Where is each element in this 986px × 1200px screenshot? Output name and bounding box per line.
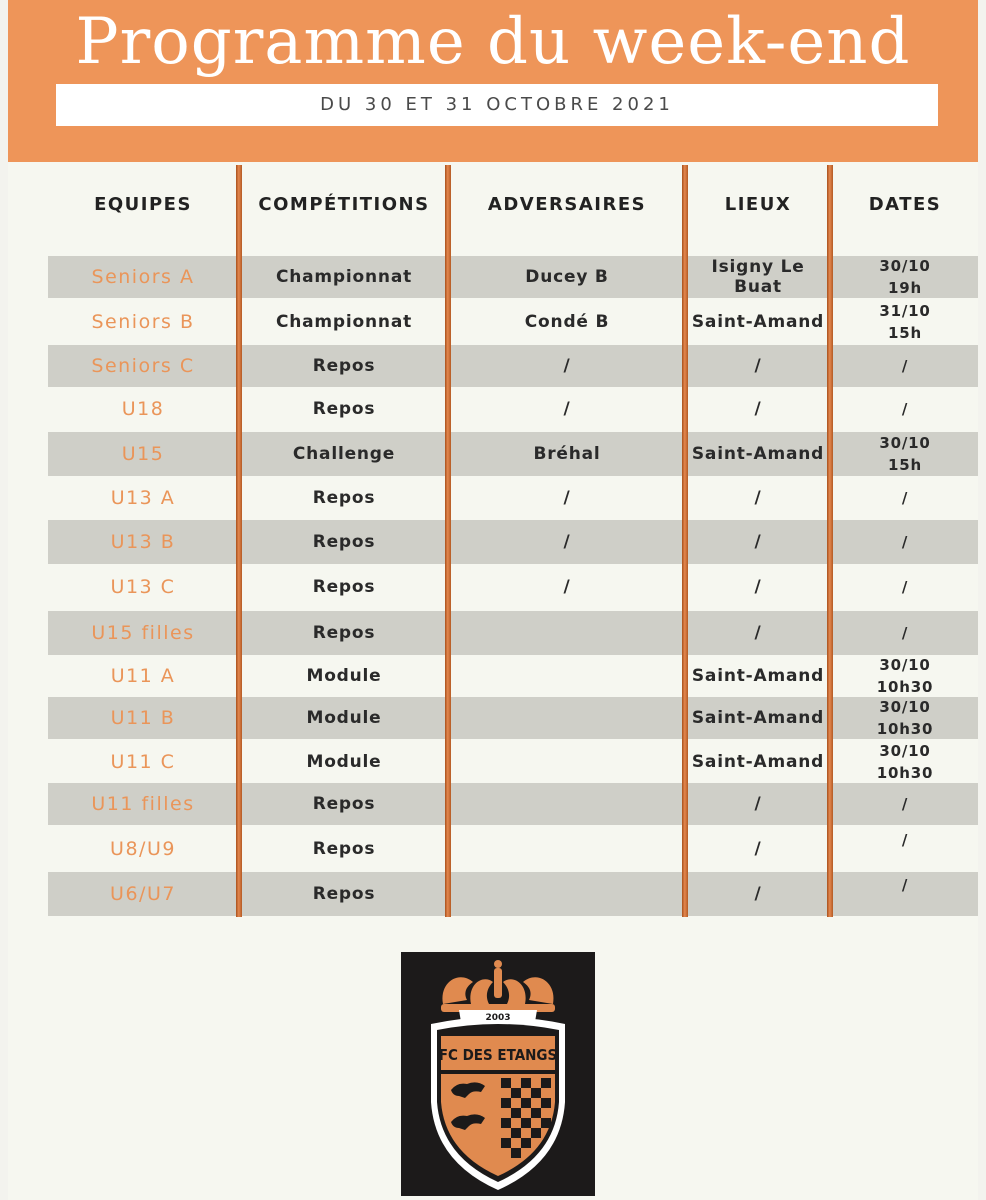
team-cell: U18	[121, 398, 165, 420]
opponent-cell	[450, 656, 684, 696]
competition-cell: Championnat	[275, 312, 413, 332]
venue-cell: /	[754, 356, 762, 376]
venue-cell: /	[754, 794, 762, 814]
table-row	[48, 388, 978, 430]
team-cell: U11 A	[110, 665, 176, 687]
team-cell: U13 B	[110, 531, 176, 553]
date-time: 10h30	[876, 678, 934, 696]
date-cell	[832, 432, 978, 476]
date-cell: /	[901, 624, 909, 642]
date-cell	[832, 300, 978, 344]
opponent-cell: /	[563, 399, 571, 419]
venue-cell: Saint-Amand	[691, 444, 825, 464]
date-cell: /	[901, 876, 909, 894]
table-row	[48, 656, 978, 696]
venue-cell: /	[754, 488, 762, 508]
column-divider	[445, 165, 451, 917]
venue-cell: Saint-Amand	[691, 752, 825, 772]
competition-cell: Module	[306, 666, 382, 686]
competition-cell: Repos	[312, 839, 376, 859]
column-divider	[827, 165, 833, 917]
column-header-adversaires: ADVERSAIRES	[487, 194, 647, 215]
date-time: 19h	[888, 279, 922, 297]
crown-icon	[441, 960, 555, 1012]
team-cell: U13 C	[110, 576, 176, 598]
page-title: Programme du week-end	[75, 5, 911, 79]
venue-cell: /	[754, 577, 762, 597]
header-banner	[8, 0, 978, 162]
opponent-cell	[450, 872, 684, 916]
date-day: 30/10	[879, 656, 931, 674]
table-row	[48, 872, 978, 916]
team-cell: U11 C	[110, 751, 176, 773]
competition-cell: Repos	[312, 884, 376, 904]
date-time: 15h	[888, 324, 922, 342]
date-cell: /	[901, 533, 909, 551]
date-cell: /	[901, 489, 909, 507]
date-day: 30/10	[879, 257, 931, 275]
venue-cell: /	[754, 532, 762, 552]
venue-cell: /	[754, 623, 762, 643]
date-cell: /	[901, 795, 909, 813]
column-header-lieux: LIEUX	[724, 194, 792, 215]
date-day: 30/10	[879, 434, 931, 452]
venue-cell: Isigny Le Buat	[711, 257, 805, 297]
opponent-cell: /	[563, 356, 571, 376]
table-row	[48, 477, 978, 519]
shield-crest-icon	[401, 952, 595, 1196]
competition-cell: Repos	[312, 356, 376, 376]
venue-cell: /	[754, 839, 762, 859]
date-cell: /	[901, 400, 909, 418]
opponent-cell: /	[563, 577, 571, 597]
venue-cell: /	[754, 399, 762, 419]
table-row	[48, 345, 978, 387]
team-cell: U11 filles	[91, 793, 195, 815]
table-row	[48, 740, 978, 784]
column-divider	[236, 165, 242, 917]
team-cell: U15 filles	[91, 622, 195, 644]
column-header-equipes: EQUIPES	[94, 194, 192, 215]
date-cell: /	[901, 357, 909, 375]
competition-cell: Championnat	[275, 267, 413, 287]
date-cell	[832, 740, 978, 784]
opponent-cell: /	[563, 532, 571, 552]
table-row	[48, 256, 978, 298]
opponent-cell	[450, 827, 684, 871]
opponent-cell: Condé B	[524, 312, 610, 332]
competition-cell: Repos	[312, 794, 376, 814]
date-day: 30/10	[879, 742, 931, 760]
table-row	[48, 565, 978, 609]
team-cell: Seniors B	[91, 311, 195, 333]
competition-cell: Challenge	[292, 444, 396, 464]
opponent-cell: /	[563, 488, 571, 508]
team-cell: U13 A	[110, 487, 176, 509]
venue-cell: Saint-Amand	[691, 708, 825, 728]
table-row	[48, 611, 978, 655]
opponent-cell	[450, 611, 684, 655]
date-cell	[832, 656, 978, 696]
competition-cell: Module	[306, 708, 382, 728]
date-cell	[832, 256, 978, 298]
team-cell: U11 B	[110, 707, 176, 729]
competition-cell: Repos	[312, 532, 376, 552]
table-row	[48, 432, 978, 476]
opponent-cell	[450, 740, 684, 784]
table-row	[48, 300, 978, 344]
date-day: 30/10	[879, 698, 931, 716]
competition-cell: Module	[306, 752, 382, 772]
competition-cell: Repos	[312, 488, 376, 508]
date-cell: /	[901, 578, 909, 596]
team-cell: Seniors C	[91, 355, 195, 377]
date-range-box	[56, 84, 938, 126]
date-time: 10h30	[876, 720, 934, 738]
date-day: 31/10	[879, 302, 931, 320]
logo-year: 2003	[485, 1013, 511, 1023]
column-header-dates: DATES	[868, 194, 942, 215]
date-time: 15h	[888, 456, 922, 474]
date-time: 10h30	[876, 764, 934, 782]
competition-cell: Repos	[312, 623, 376, 643]
date-cell	[832, 697, 978, 739]
table-row	[48, 697, 978, 739]
venue-cell: /	[754, 884, 762, 904]
table-row	[48, 827, 978, 871]
table-row	[48, 520, 978, 564]
club-logo	[401, 952, 595, 1196]
venue-cell: Saint-Amand	[691, 666, 825, 686]
date-cell: /	[901, 831, 909, 849]
opponent-cell	[450, 697, 684, 739]
table-row	[48, 783, 978, 825]
column-divider	[682, 165, 688, 917]
team-cell: U6/U7	[110, 883, 176, 905]
opponent-cell: Ducey B	[525, 267, 609, 287]
logo-club-name: FC DES ETANGS	[438, 1046, 558, 1064]
team-cell: U8/U9	[110, 838, 176, 860]
date-range-label: DU 30 ET 31 OCTOBRE 2021	[320, 94, 674, 115]
team-cell: Seniors A	[91, 266, 195, 288]
team-cell: U15	[121, 443, 165, 465]
competition-cell: Repos	[312, 577, 376, 597]
venue-cell: Saint-Amand	[691, 312, 825, 332]
opponent-cell: Bréhal	[533, 444, 601, 464]
opponent-cell	[450, 783, 684, 825]
competition-cell: Repos	[312, 399, 376, 419]
column-header-competitions: COMPÉTITIONS	[258, 194, 430, 215]
